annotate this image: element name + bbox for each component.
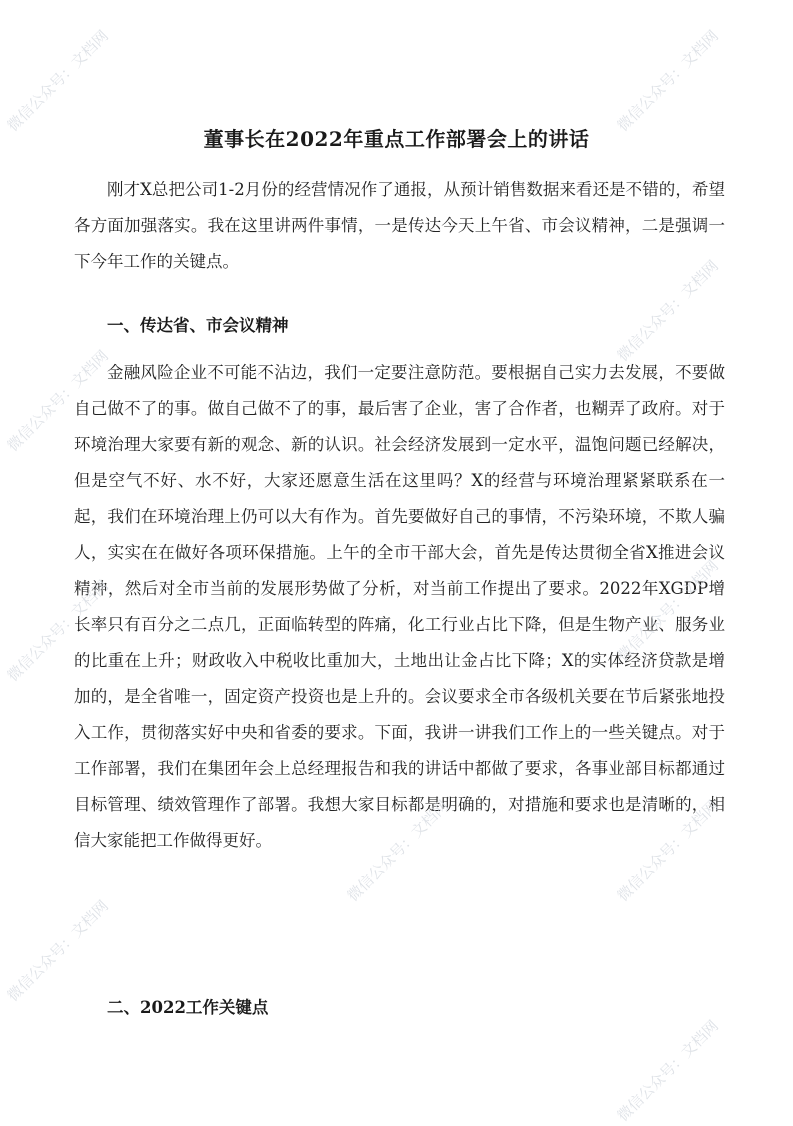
watermark: 微信公众号：文档网: [613, 796, 722, 905]
watermark: 微信公众号：文档网: [613, 1016, 722, 1125]
paragraph-text: 刚才X总把公司1-2月份的经营情况作了通报，从预计销售数据来看还是不错的，希望各方面加强落实。我在这里讲两件事情，一是传达今天上午省、市会议精神，二是强调一下今年工作的关键点。: [74, 180, 725, 271]
paragraph-text: 金融风险企业不可能不沾边，我们一定要注意防范。要根据自己实力去发展，不要做自己做不了的事。做自己做不了的事，最后害了企业，害了合作者，也糊弄了政府。对于环境治理大家要有新的观念、新的认识。社会经济发展到一定水平，温饱问题已经解决，但是空气不好、水不好，大家还愿意生活在这里吗？X的经营与环境治理紧紧联系在一起，我们在环境治理上仍可以大有作为。首先要做好自己的事情，不污染环境，不欺人骗人，实实在在做好各项环保措施。上午的全市干部大会，首先是传达贯彻全省X推进会议精神，然后对全市当前的发展形势做了分析，对当前工作提出了要求。2022年XGDP增长率只有百分之二点几，正面临转型的阵痛，化工行业占比下降，但是生物产业、服务业的比重在上升；财政收入中税收比重加大，土地出让金占比下降；X的实体经济贷款是增加的，是全省唯一，固定资产投资也是上升的。会议要求全市各级机关要在节后紧张地投入工作，贯彻落实好中央和省委的要求。下面，我讲一讲我们工作上的一些关键点。对于工作部署，我们在集团年会上总经理报告和我的讲话中都做了要求，各事业部目标都通过目标管理、绩效管理作了部署。我想大家目标都是明确的，对措施和要求也是清晰的，相信大家能把工作做得更好。: [74, 363, 725, 850]
watermark: 微信公众号：文档网: [3, 896, 112, 1005]
section-heading-1: [74, 308, 725, 344]
watermark: 微信公众号：文档网: [3, 346, 112, 455]
paragraph-intro: [74, 172, 725, 280]
document-title: 董事长在2022年重点工作部署会上的讲话: [203, 127, 590, 151]
section-heading-text: 一、传达省、市会议精神: [107, 316, 289, 335]
section-heading-2: [74, 990, 725, 1026]
watermark: 微信公众号：文档网: [613, 556, 722, 665]
watermark: 微信公众号：文档网: [613, 26, 722, 135]
paragraph-section-1: [74, 355, 725, 859]
section-heading-text: 二、2022工作关键点: [107, 998, 269, 1017]
watermark: 微信公众号：文档网: [343, 796, 452, 905]
watermark: 微信公众号：文档网: [613, 256, 722, 365]
watermark: 微信公众号：文档网: [3, 576, 112, 685]
watermark: 微信公众号：文档网: [3, 26, 112, 135]
